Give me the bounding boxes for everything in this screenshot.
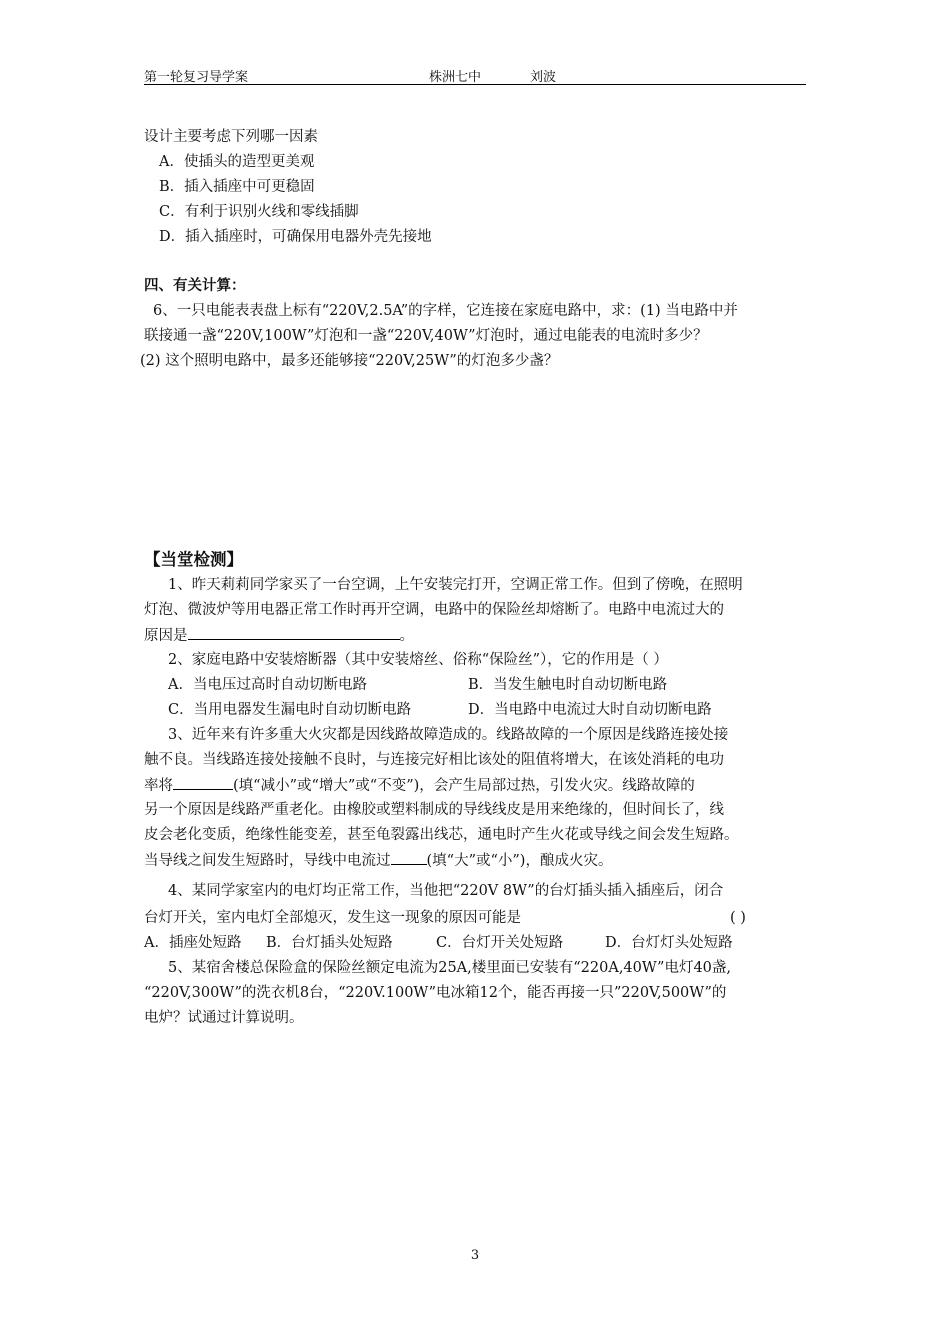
q1-line: 灯泡、微波炉等用电器正常工作时再开空调，电路中的保险丝却熔断了。电路中电流过大的 <box>144 602 724 618</box>
q5-line: 5、某宿舍楼总保险盒的保险丝额定电流为25A,楼里面已安装有“220A,40W”电灯40盏, <box>168 960 732 976</box>
answer-blank[interactable] <box>391 850 427 865</box>
option-b: B．插入插座中可更稳固 <box>159 179 315 195</box>
q4-line: 4、某同学家室内的电灯均正常工作，当他把“220V 8W”的台灯插头插入插座后，闭合 <box>168 883 724 899</box>
q4-option-c: C．台灯开关处短路 <box>436 935 564 951</box>
q3-line: 皮会老化变质，绝缘性能变差，甚至龟裂露出线芯，通电时产生火花或导线之间会发生短路。 <box>144 827 739 843</box>
q4-option-d: D．台灯灯头处短路 <box>605 935 733 951</box>
header-title: 第一轮复习导学案 <box>144 70 249 85</box>
q2-option-b: B．当发生触电时自动切断电路 <box>468 677 668 693</box>
q5-line: 电炉？试通过计算说明。 <box>144 1010 304 1026</box>
q3-text: 率将 <box>144 778 173 794</box>
q2-option-d: D．当电路中电流过大时自动切断电路 <box>468 702 712 718</box>
q1-text: 原因是 <box>144 628 188 644</box>
q3-line: 触不良。当线路连接处接触不良时，与连接完好相比该处的阻值将增大，在该处消耗的电功 <box>144 752 724 768</box>
option-d: D．插入插座时，可确保用电器外壳先接地 <box>159 229 432 245</box>
q3-line <box>144 775 695 796</box>
q1-line <box>144 625 414 646</box>
q3-line: 另一个原因是线路严重老化。由橡胶或塑料制成的导线线皮是用来绝缘的，但时间长了，线 <box>144 802 724 818</box>
q1-line: 1、昨天莉莉同学家买了一台空调，上午安装完打开，空调正常工作。但到了傍晚，在照明 <box>168 577 743 593</box>
header-school: 株洲七中 <box>429 70 482 85</box>
q4-line: 台灯开关，室内电灯全部熄灭，发生这一现象的原因可能是 <box>144 910 521 926</box>
q3-line <box>144 850 612 871</box>
q4-option-a: A．插座处短路 <box>144 935 242 951</box>
section-title-check: 【当堂检测】 <box>144 550 243 569</box>
q6-line: (2) 这个照明电路中，最多还能够接“220V,25W”的灯泡多少盏？ <box>140 353 559 369</box>
q4-option-b: B．台灯插头处短路 <box>266 935 393 951</box>
q2-option-a: A．当电压过高时自动切断电路 <box>168 677 367 693</box>
q2-option-c: C．当用电器发生漏电时自动切断电路 <box>168 702 412 718</box>
q2-stem: 2、家庭电路中安装熔断器（其中安装熔丝、俗称“保险丝”），它的作用是（ ） <box>168 652 668 668</box>
q1-text: 。 <box>399 628 414 644</box>
page-number: 3 <box>470 1248 480 1263</box>
section-title-calculation: 四、有关计算： <box>144 277 246 294</box>
q3-text: (填“减小”或“增大”或“不变”)，会产生局部过热，引发火灾。线路故障的 <box>233 778 695 794</box>
option-a: A．使插头的造型更美观 <box>159 154 315 170</box>
q6-line: 6、一只电能表表盘上标有“220V,2.5A”的字样，它连接在家庭电路中，求：(1) 当电路中并 <box>153 303 738 319</box>
option-c: C．有利于识别火线和零线插脚 <box>159 204 359 220</box>
header-author: 刘波 <box>530 70 557 85</box>
page-header <box>144 66 806 85</box>
q3-text: (填“大”或“小”)，酿成火灾。 <box>426 853 613 869</box>
q3-line: 3、近年来有许多重大火灾都是因线路故障造成的。线路故障的一个原因是线路连接处接 <box>168 727 729 743</box>
q3-text: 当导线之间发生短路时，导线中电流过 <box>144 853 391 869</box>
answer-blank[interactable] <box>188 625 400 640</box>
answer-blank[interactable] <box>173 775 233 790</box>
q5-line: “220V,300W”的洗衣机8台，“220V.100W”电冰箱12个，能否再接一只”220V,500W”的 <box>144 985 727 1001</box>
question-stem: 设计主要考虑下列哪一因素 <box>144 129 318 145</box>
q4-answer-paren[interactable]: ( ) <box>730 910 746 926</box>
q6-line: 联接通一盏“220V,100W”灯泡和一盏“220V,40W”灯泡时，通过电能表的电流时多少？ <box>144 328 708 344</box>
